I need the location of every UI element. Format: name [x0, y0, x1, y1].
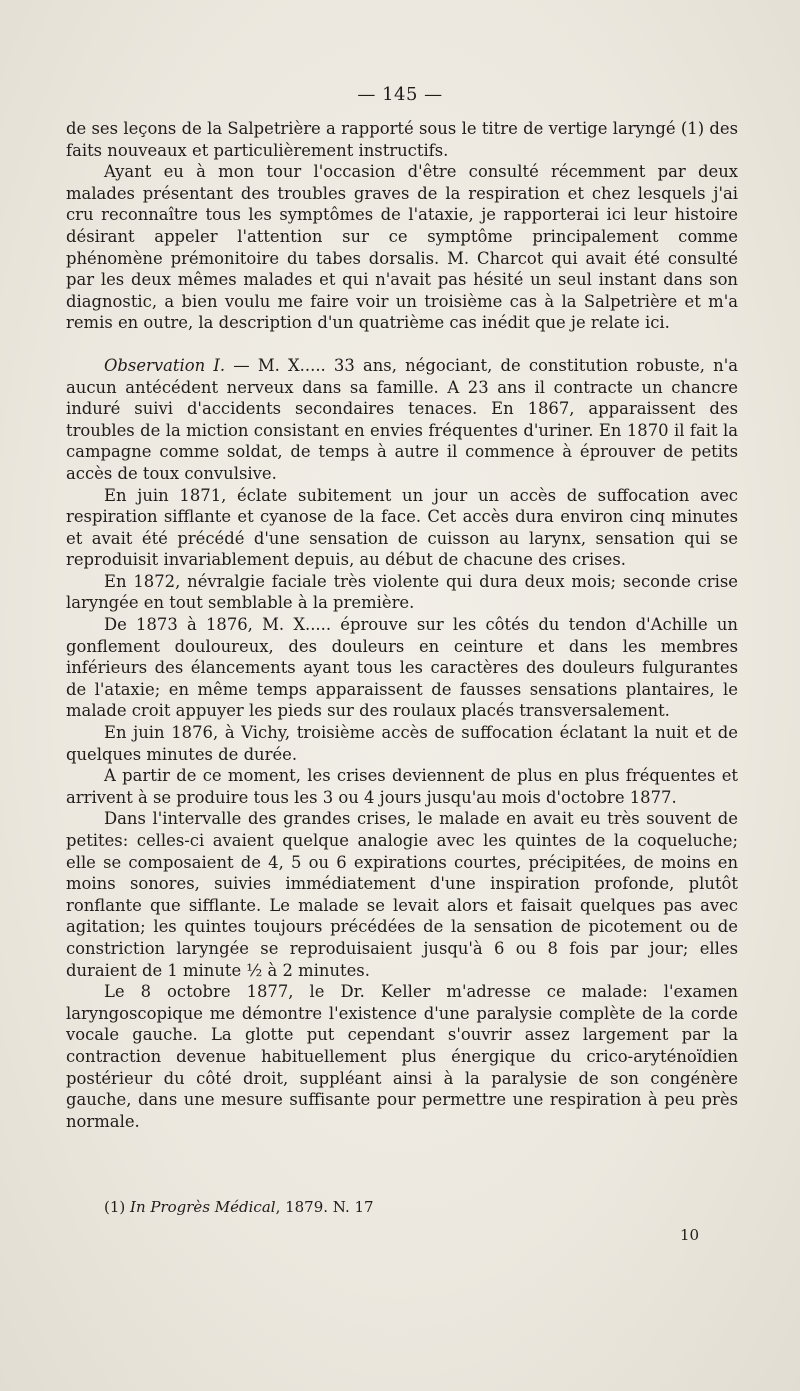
- paragraph-continuation: de ses leçons de la Salpetrière a rapporté sous le titre de vertige laryngé (1) des faits nouveaux et particulièrement instructifs.: [66, 119, 738, 160]
- observation-paragraph-1876: En juin 1876, à Vichy, troisième accès de suffocation éclatant la nuit et de quelques minutes de durée.: [66, 723, 738, 764]
- main-text: [66, 118, 738, 1132]
- observation-title: Observation I.: [104, 355, 226, 375]
- observation-paragraph-small-crises: Dans l'intervalle des grandes crises, le malade en avait eu très souvent de petites: celles-ci avaient quelque analogie avec les quintes de la coqueluche; elle se composaient de 4, 5 ou 6 expirations courtes, précipitées, de moins en moins sonores, suivies immédiatement d'une inspiration profonde, plutôt ronflante que sifflante. Le malade se levait alors et faisait quelques pas avec agitation; les quintes toujours précédées de la sensation de picotement ou de constriction laryngée se reproduisaient jusqu'à 6 ou 8 fois par jour; elles duraient de 1 minute ½ à 2 minutes.: [66, 809, 738, 980]
- observation-intro: — M. X..... 33 ans, négociant, de constitution robuste, n'a aucun antécédent nerveux dans sa famille. A 23 ans il contracte un chancre induré suivi d'accidents secondaires tenaces. En 1867, apparaissent des troubles de la miction consistant en envies fréquentes d'uriner. En 1870 il fait la campagne comme soldat, de temps à autre il commence à éprouver de petits accès de toux convulsive.: [66, 355, 738, 483]
- page-number: — 145 —: [357, 84, 443, 105]
- footnote-source: In Progrès Médical: [130, 1198, 276, 1216]
- observation-paragraph-frequency: A partir de ce moment, les crises deviennent de plus en plus fréquentes et arrivent à se produire tous les 3 ou 4 jours jusqu'au mois d'octobre 1877.: [66, 766, 738, 807]
- observation-paragraph-1877: Le 8 octobre 1877, le Dr. Keller m'adresse ce malade: l'examen laryngoscopique me démontre l'existence d'une paralysie complète de la corde vocale gauche. La glotte put cependant s'ouvrir assez largement par la contraction devenue habituellement plus énergique du crico-aryténoïdien postérieur du côté droit, suppléant ainsi à la paralysie de son congénère gauche, dans une mesure suffisante pour permettre une respiration à peu près normale.: [66, 982, 738, 1131]
- observation-paragraph-1871: En juin 1871, éclate subitement un jour un accès de suffocation avec respiration sifflante et cyanose de la face. Cet accès dura environ cinq minutes et avait été précédé d'une sensation de cuisson au larynx, sensation qui se reproduisit invariablement depuis, au début de chacune des crises.: [66, 485, 738, 570]
- paragraph-introduction: Ayant eu à mon tour l'occasion d'être consulté récemment par deux malades présentant des troubles graves de la respiration et chez lesquels j'ai cru reconnaître tous les symptômes de l'ataxie, je rapporterai ici leur histoire désirant appeler l'attention sur ce symptôme principalement comme phénomène prémonitoire du tabes dorsalis. M. Charcot qui avait été consulté par les deux mêmes malades et qui n'avait pas hésité un seul instant dans son diagnostic, a bien voulu me faire voir un troisième cas à la Salpetrière et m'a remis en outre, la description d'un quatrième cas inédit que je relate ici.: [66, 162, 738, 333]
- footnote-details: , 1879. N. 17: [275, 1198, 374, 1216]
- footnote-marker: (1): [104, 1198, 131, 1216]
- signature-mark: 10: [680, 1226, 700, 1244]
- observation-paragraph-1873: De 1873 à 1876, M. X..... éprouve sur les côtés du tendon d'Achille un gonflement douloureux, des douleurs en ceinture et dans les membres inférieurs des élancements ayant tous les caractères des douleurs fulgurantes de l'ataxie; en même temps apparaissent de fausses sensations plantaires, le malade croit appuyer les pieds sur des roulaux placés transversalement.: [66, 615, 738, 721]
- footnote: [104, 1198, 664, 1216]
- observation-paragraph: [66, 355, 738, 485]
- observation-paragraph-1872: En 1872, névralgie faciale très violente qui dura deux mois; seconde crise laryngée en tout semblable à la première.: [66, 571, 738, 613]
